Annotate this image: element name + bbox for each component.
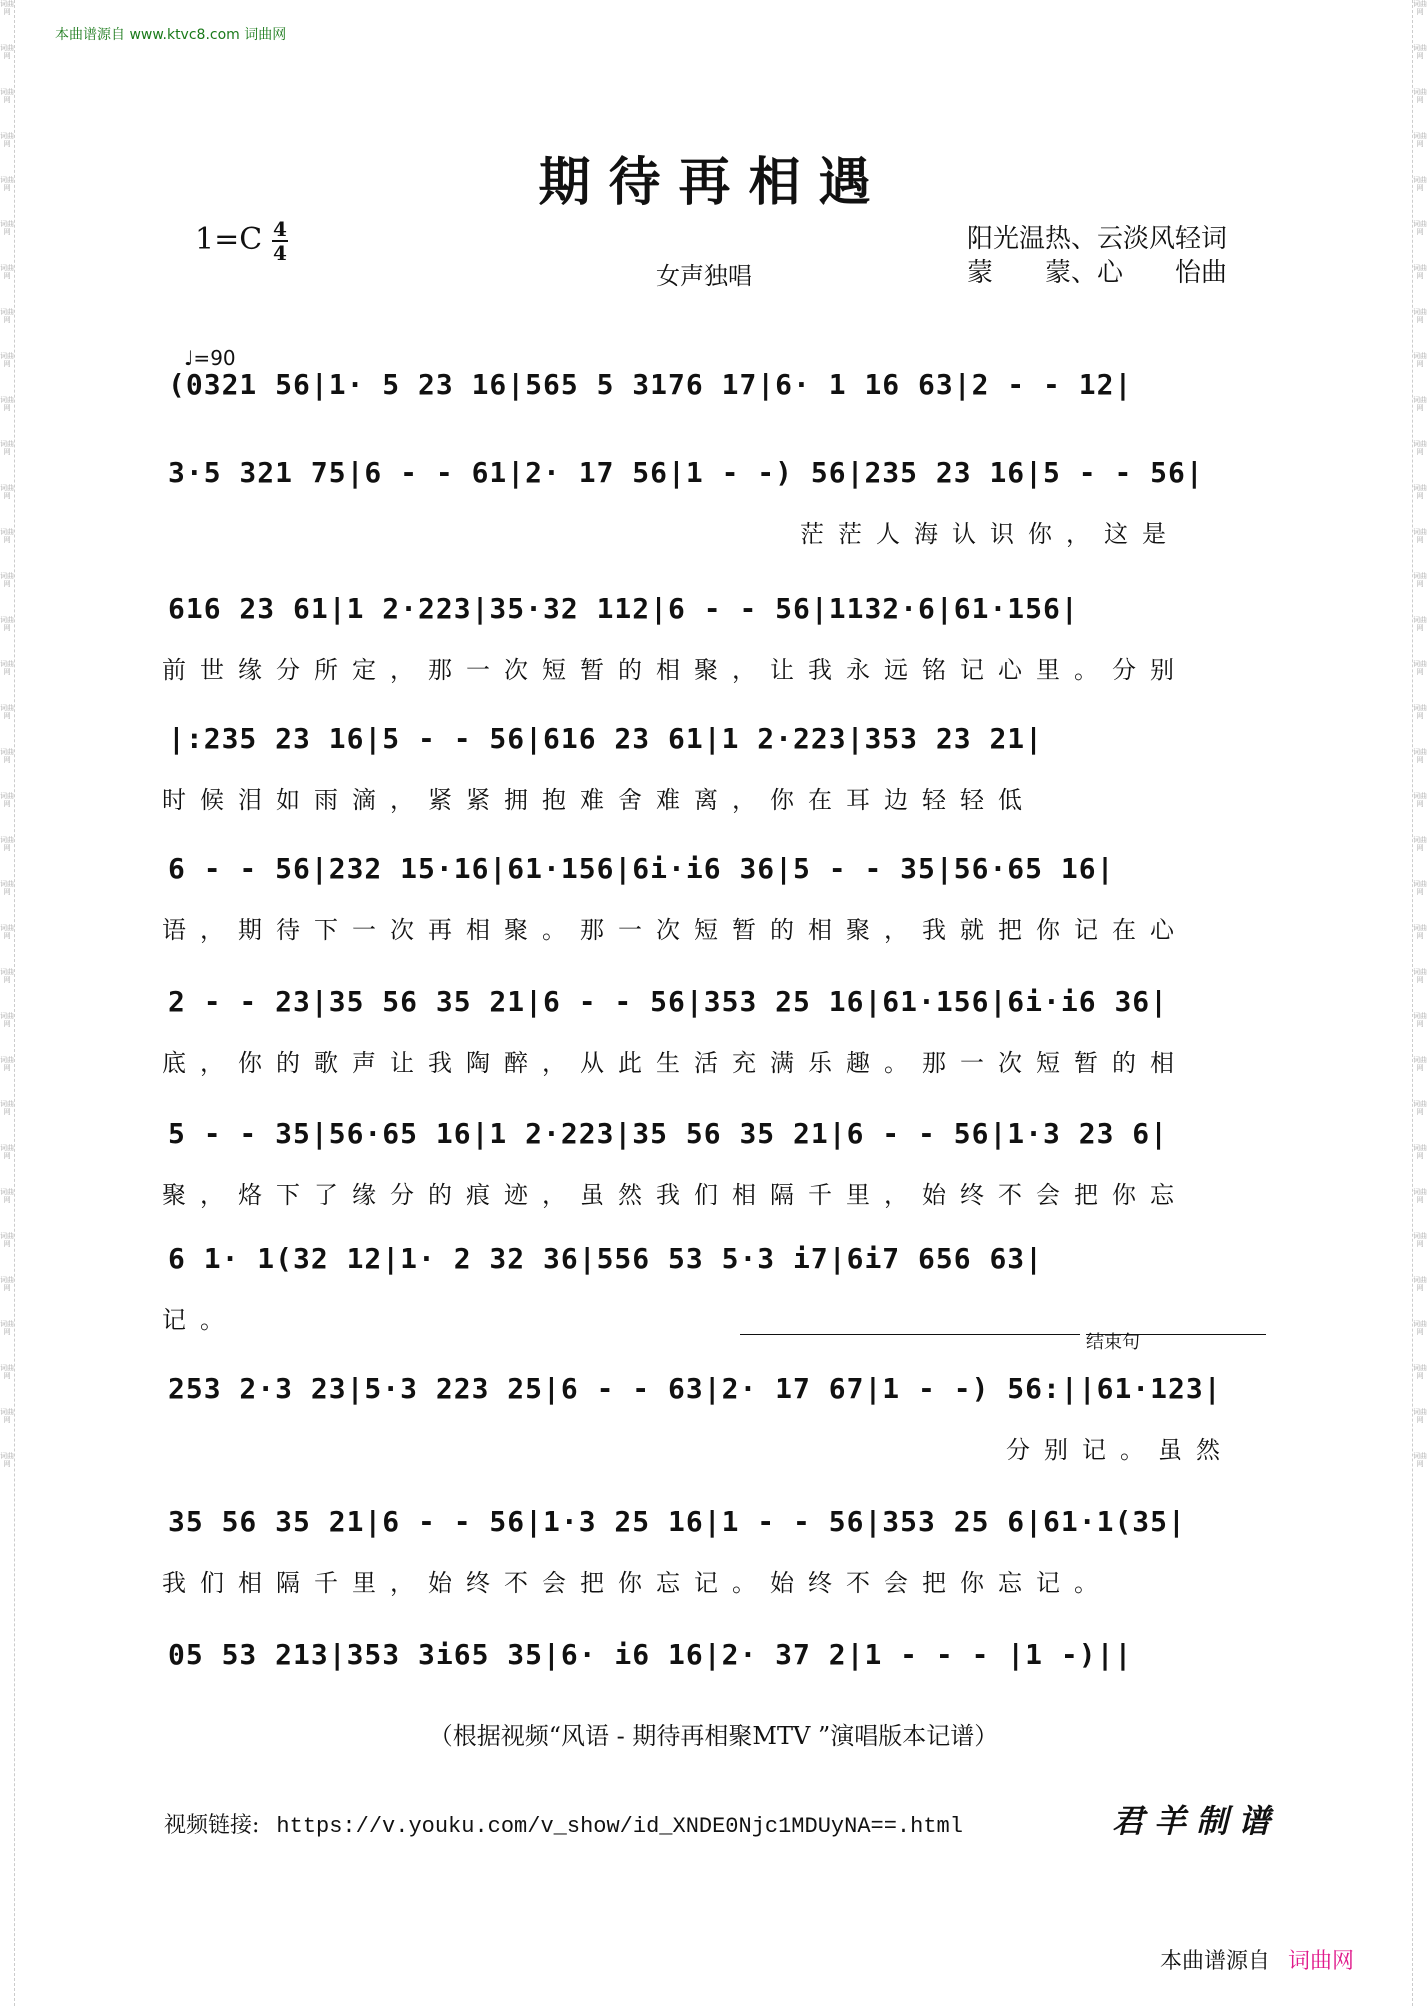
watermark-text: 词曲网: [0, 352, 14, 368]
watermark-text: 词曲网: [1413, 1408, 1427, 1424]
watermark-text: 词曲网: [0, 1364, 14, 1380]
watermark-text: 词曲网: [1413, 44, 1427, 60]
source-header: 本曲谱源自 www.ktvc8.com 词曲网: [55, 27, 287, 43]
watermark-text: 词曲网: [1413, 616, 1427, 632]
watermark-text: 词曲网: [0, 836, 14, 852]
lyric-row: 底，你的歌声让我陶醉，从此生活充满乐趣。那一次短暂的相: [162, 1049, 1188, 1077]
transcriber-signature: 君羊制谱: [1112, 1802, 1281, 1840]
song-title: 期待再相遇: [538, 152, 889, 213]
time-signature-top: 4: [273, 217, 287, 241]
singer-label: 女声独唱: [656, 262, 752, 290]
left-watermark-strip: [0, 0, 15, 2006]
watermark-text: 词曲网: [0, 792, 14, 808]
watermark-text: 词曲网: [1413, 1452, 1427, 1468]
watermark-text: 词曲网: [1413, 924, 1427, 940]
time-signature-bottom: 4: [273, 241, 287, 265]
lyric-row: 时候泪如雨滴，紧紧拥抱难舍难离，你在耳边轻轻低: [162, 786, 1036, 814]
watermark-text: 词曲网: [1413, 748, 1427, 764]
notation-row: 253 2·3 23|5·3 223 25|6 - - 63|2· 17 67|1 - -) 56:||61·123|: [168, 1372, 1222, 1405]
watermark-text: 词曲网: [0, 308, 14, 324]
credits: [967, 222, 1227, 290]
first-ending-bracket: [740, 1334, 1080, 1335]
watermark-text: 词曲网: [1413, 1012, 1427, 1028]
watermark-text: 词曲网: [1413, 1320, 1427, 1336]
source-footer-text: 本曲谱源自: [1160, 1949, 1271, 1974]
watermark-text: 词曲网: [0, 396, 14, 412]
lyricist-credit: 阳光温热、云淡风轻词: [967, 224, 1228, 254]
lyric-row: 分别记。虽然: [1006, 1436, 1234, 1464]
video-link-line: [164, 1808, 963, 1839]
watermark-text: 词曲网: [1413, 1276, 1427, 1292]
watermark-text: 词曲网: [0, 132, 14, 148]
watermark-text: 词曲网: [0, 1408, 14, 1424]
time-signature: [272, 218, 288, 264]
watermark-text: 词曲网: [0, 924, 14, 940]
notation-row: 35 56 35 21|6 - - 56|1·3 25 16|1 - - 56|353 25 6|61·1(35|: [168, 1505, 1186, 1538]
watermark-text: 词曲网: [1413, 1056, 1427, 1072]
watermark-text: 词曲网: [1413, 1364, 1427, 1380]
watermark-text: 词曲网: [0, 1056, 14, 1072]
watermark-text: 词曲网: [0, 264, 14, 280]
watermark-text: 词曲网: [0, 616, 14, 632]
watermark-text: 词曲网: [1413, 0, 1427, 16]
watermark-text: 词曲网: [0, 660, 14, 676]
notation-row: (0321 56|1· 5 23 16|565 5 3176 17|6· 1 16 63|2 - - 12|: [168, 368, 1133, 401]
watermark-text: 词曲网: [0, 1012, 14, 1028]
watermark-text: 词曲网: [1413, 220, 1427, 236]
notation-row: 05 53 213|353 3i65 35|6· i6 16|2· 37 2|1 - - - |1 -)||: [168, 1638, 1133, 1671]
watermark-text: 词曲网: [1413, 1144, 1427, 1160]
watermark-text: 词曲网: [1413, 352, 1427, 368]
watermark-text: 词曲网: [1413, 308, 1427, 324]
watermark-text: 词曲网: [1413, 1100, 1427, 1116]
watermark-text: 词曲网: [1413, 396, 1427, 412]
lyric-row: 聚，烙下了缘分的痕迹，虽然我们相隔千里，始终不会把你忘: [162, 1181, 1188, 1209]
watermark-text: 词曲网: [1413, 528, 1427, 544]
notation-row: 3·5 321 75|6 - - 61|2· 17 56|1 - -) 56|235 23 16|5 - - 56|: [168, 456, 1204, 489]
watermark-text: 词曲网: [1413, 88, 1427, 104]
watermark-text: 词曲网: [0, 44, 14, 60]
watermark-text: 词曲网: [0, 0, 14, 16]
watermark-text: 词曲网: [0, 1144, 14, 1160]
watermark-text: 词曲网: [0, 440, 14, 456]
notation-row: |:235 23 16|5 - - 56|616 23 61|1 2·223|353 23 21|: [168, 722, 1044, 755]
notation-row: 6 - - 56|232 15·16|61·156|6i·i6 36|5 - - 35|56·65 16|: [168, 852, 1115, 885]
key-signature: 1=C: [195, 222, 263, 257]
watermark-text: 词曲网: [0, 1276, 14, 1292]
watermark-text: 词曲网: [0, 176, 14, 192]
ending-label: 结束句: [1086, 1332, 1140, 1353]
watermark-text: 词曲网: [0, 528, 14, 544]
watermark-text: 词曲网: [1413, 836, 1427, 852]
video-link-label: 视频链接:: [164, 1813, 260, 1838]
video-link-url[interactable]: https://v.youku.com/v_show/id_XNDE0Njc1MDUyNA==.html: [276, 1814, 963, 1839]
watermark-text: 词曲网: [0, 572, 14, 588]
lyric-row: 茫茫人海认识你，这是: [800, 520, 1180, 548]
notation-row: 616 23 61|1 2·223|35·32 112|6 - - 56|1132·6|61·156|: [168, 592, 1079, 625]
watermark-text: 词曲网: [0, 1452, 14, 1468]
source-footer: [1160, 1944, 1354, 1975]
notation-row: 5 - - 35|56·65 16|1 2·223|35 56 35 21|6 - - 56|1·3 23 6|: [168, 1117, 1169, 1150]
watermark-text: 词曲网: [1413, 704, 1427, 720]
watermark-text: 词曲网: [1413, 176, 1427, 192]
watermark-text: 词曲网: [0, 220, 14, 236]
lyric-row: 记。: [162, 1306, 238, 1334]
watermark-text: 词曲网: [0, 88, 14, 104]
source-footer-site[interactable]: 词曲网: [1288, 1949, 1355, 1974]
watermark-text: 词曲网: [1413, 132, 1427, 148]
watermark-text: 词曲网: [1413, 968, 1427, 984]
transcription-note: （根据视频“风语 - 期待再相聚MTV ”演唱版本记谱）: [428, 1722, 999, 1750]
watermark-text: 词曲网: [1413, 484, 1427, 500]
watermark-text: 词曲网: [1413, 880, 1427, 896]
watermark-text: 词曲网: [0, 1100, 14, 1116]
right-watermark-strip: [1412, 0, 1427, 2006]
lyric-row: 语，期待下一次再相聚。那一次短暂的相聚，我就把你记在心: [162, 916, 1188, 944]
watermark-text: 词曲网: [1413, 572, 1427, 588]
lyric-row: 前世缘分所定，那一次短暂的相聚，让我永远铭记心里。分别: [162, 656, 1188, 684]
watermark-text: 词曲网: [1413, 1188, 1427, 1204]
watermark-text: 词曲网: [1413, 792, 1427, 808]
composer-credit: 蒙 蒙、心 怡曲: [967, 258, 1228, 288]
tempo-marking: ♩=90: [184, 346, 236, 370]
watermark-text: 词曲网: [1413, 660, 1427, 676]
watermark-text: 词曲网: [1413, 1232, 1427, 1248]
watermark-text: 词曲网: [0, 748, 14, 764]
watermark-text: 词曲网: [0, 704, 14, 720]
watermark-text: 词曲网: [1413, 264, 1427, 280]
watermark-text: 词曲网: [0, 968, 14, 984]
watermark-text: 词曲网: [0, 1320, 14, 1336]
watermark-text: 词曲网: [0, 1188, 14, 1204]
lyric-row: 我们相隔千里，始终不会把你忘记。始终不会把你忘记。: [162, 1569, 1112, 1597]
watermark-text: 词曲网: [1413, 440, 1427, 456]
watermark-text: 词曲网: [0, 880, 14, 896]
watermark-text: 词曲网: [0, 1232, 14, 1248]
notation-row: 6 1· 1(32 12|1· 2 32 36|556 53 5·3 i7|6i7 656 63|: [168, 1242, 1044, 1275]
notation-row: 2 - - 23|35 56 35 21|6 - - 56|353 25 16|61·156|6i·i6 36|: [168, 985, 1169, 1018]
watermark-text: 词曲网: [0, 484, 14, 500]
